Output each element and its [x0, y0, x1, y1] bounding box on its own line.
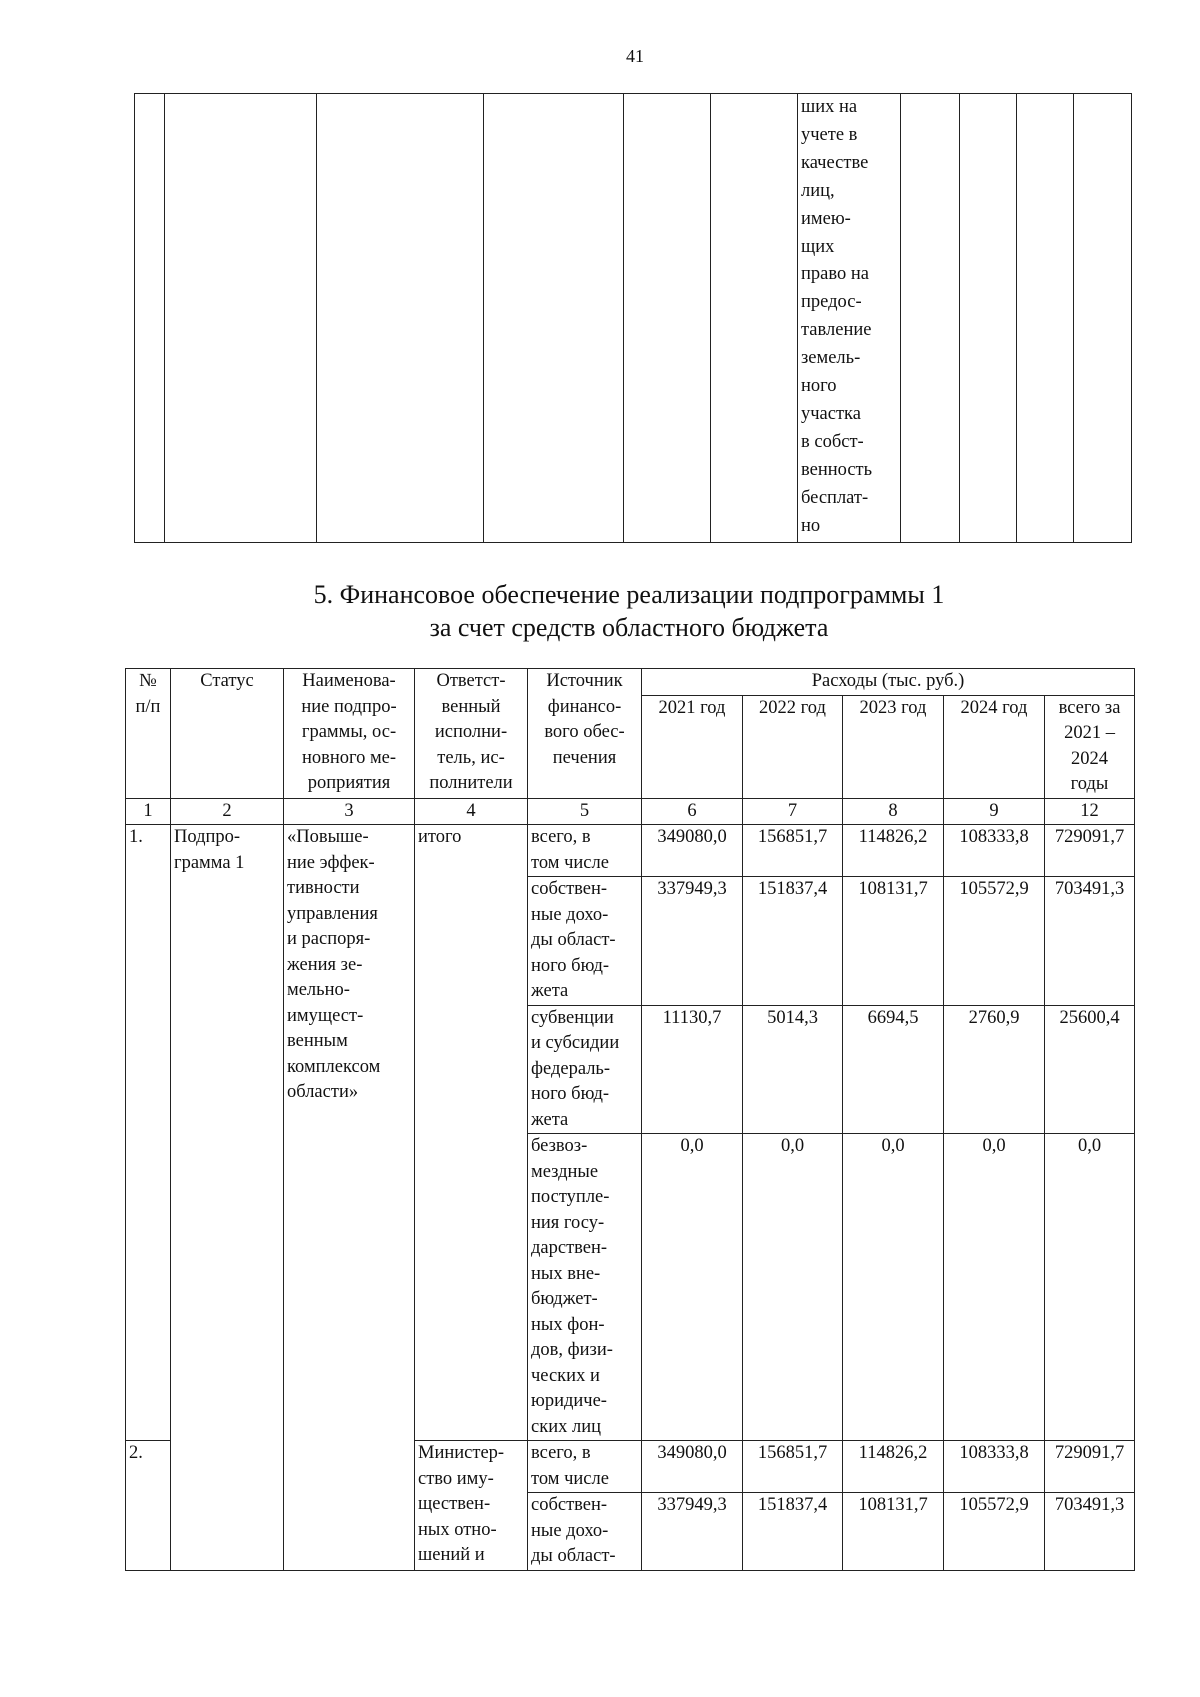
row-number: 2. — [126, 1441, 171, 1571]
header-year-2024: 2024 год — [944, 695, 1045, 798]
value-cell: 5014,3 — [743, 1005, 843, 1134]
col-number: 1 — [126, 798, 171, 825]
value-cell: 703491,3 — [1045, 1493, 1135, 1571]
col-number: 6 — [642, 798, 743, 825]
col-number: 12 — [1045, 798, 1135, 825]
table-row — [126, 825, 1135, 877]
source-cell: собствен- ные дохо- ды област- ного бюд- жета — [528, 877, 642, 1006]
value-cell: 114826,2 — [843, 1441, 944, 1493]
source-cell: субвенции и субсидии федераль- ного бюд- жета — [528, 1005, 642, 1134]
section-subtitle: за счет средств областного бюджета — [429, 613, 829, 642]
row-responsible: Министер- ство иму- ществен- ных отно- шений и — [415, 1441, 528, 1571]
col-number: 5 — [528, 798, 642, 825]
value-cell: 729091,7 — [1045, 1441, 1135, 1493]
value-cell: 108333,8 — [944, 825, 1045, 877]
value-cell: 105572,9 — [944, 877, 1045, 1006]
row-responsible: итого — [415, 825, 528, 1441]
value-cell: 337949,3 — [642, 1493, 743, 1571]
page-number: 41 — [626, 46, 644, 66]
col-number: 2 — [171, 798, 284, 825]
col-number: 8 — [843, 798, 944, 825]
source-cell: всего, в том числе — [528, 1441, 642, 1493]
value-cell: 0,0 — [642, 1134, 743, 1441]
value-cell: 0,0 — [743, 1134, 843, 1441]
value-cell: 25600,4 — [1045, 1005, 1135, 1134]
value-cell: 349080,0 — [642, 825, 743, 877]
value-cell: 156851,7 — [743, 825, 843, 877]
value-cell: 703491,3 — [1045, 877, 1135, 1006]
value-cell: 105572,9 — [944, 1493, 1045, 1571]
header-year-2022: 2022 год — [743, 695, 843, 798]
source-cell: всего, в том числе — [528, 825, 642, 877]
continuation-table — [134, 93, 1132, 543]
continuation-row — [135, 94, 1132, 543]
row-name: «Повыше- ние эффек- тивности управления и распоря- жения зе- мельно- имущест- венным комплексом области» — [284, 825, 415, 1571]
value-cell: 114826,2 — [843, 825, 944, 877]
value-cell: 108333,8 — [944, 1441, 1045, 1493]
value-cell: 151837,4 — [743, 1493, 843, 1571]
col-number: 4 — [415, 798, 528, 825]
value-cell: 729091,7 — [1045, 825, 1135, 877]
row-number: 1. — [126, 825, 171, 1441]
header-source: Источник финансо- вого обес- печения — [528, 669, 642, 799]
header-row-1 — [126, 669, 1135, 696]
continuation-text-cell: ших на учете в качестве лиц, имею- щих право на предос- тавление земель- ного участка в собст- венность бесплат- но — [798, 94, 901, 543]
column-number-row — [126, 798, 1135, 825]
header-name: Наименова- ние подпро- граммы, ос- новного ме- роприятия — [284, 669, 415, 799]
source-cell: безвоз- мездные поступле- ния госу- дарствен- ных вне- бюджет- ных фон- дов, физи- ческих и юридиче- ских лиц — [528, 1134, 642, 1441]
value-cell: 337949,3 — [642, 877, 743, 1006]
value-cell: 0,0 — [843, 1134, 944, 1441]
value-cell: 108131,7 — [843, 1493, 944, 1571]
header-num: № п/п — [126, 669, 171, 799]
value-cell: 2760,9 — [944, 1005, 1045, 1134]
value-cell: 6694,5 — [843, 1005, 944, 1134]
header-responsible: Ответст- венный исполни- тель, ис- полнители — [415, 669, 528, 799]
header-status: Статус — [171, 669, 284, 799]
col-number: 7 — [743, 798, 843, 825]
row-status: Подпро- грамма 1 — [171, 825, 284, 1571]
value-cell: 0,0 — [944, 1134, 1045, 1441]
value-cell: 108131,7 — [843, 877, 944, 1006]
value-cell: 156851,7 — [743, 1441, 843, 1493]
col-number: 3 — [284, 798, 415, 825]
header-year-2023: 2023 год — [843, 695, 944, 798]
header-year-2021: 2021 год — [642, 695, 743, 798]
header-total: всего за 2021 – 2024 годы — [1045, 695, 1135, 798]
value-cell: 0,0 — [1045, 1134, 1135, 1441]
col-number: 9 — [944, 798, 1045, 825]
value-cell: 11130,7 — [642, 1005, 743, 1134]
value-cell: 349080,0 — [642, 1441, 743, 1493]
header-expenses: Расходы (тыс. руб.) — [642, 669, 1135, 696]
financing-table — [125, 668, 1135, 1571]
source-cell: собствен- ные дохо- ды област- — [528, 1493, 642, 1571]
section-title: 5. Финансовое обеспечение реализации подпрограммы 1 — [313, 580, 945, 609]
value-cell: 151837,4 — [743, 877, 843, 1006]
